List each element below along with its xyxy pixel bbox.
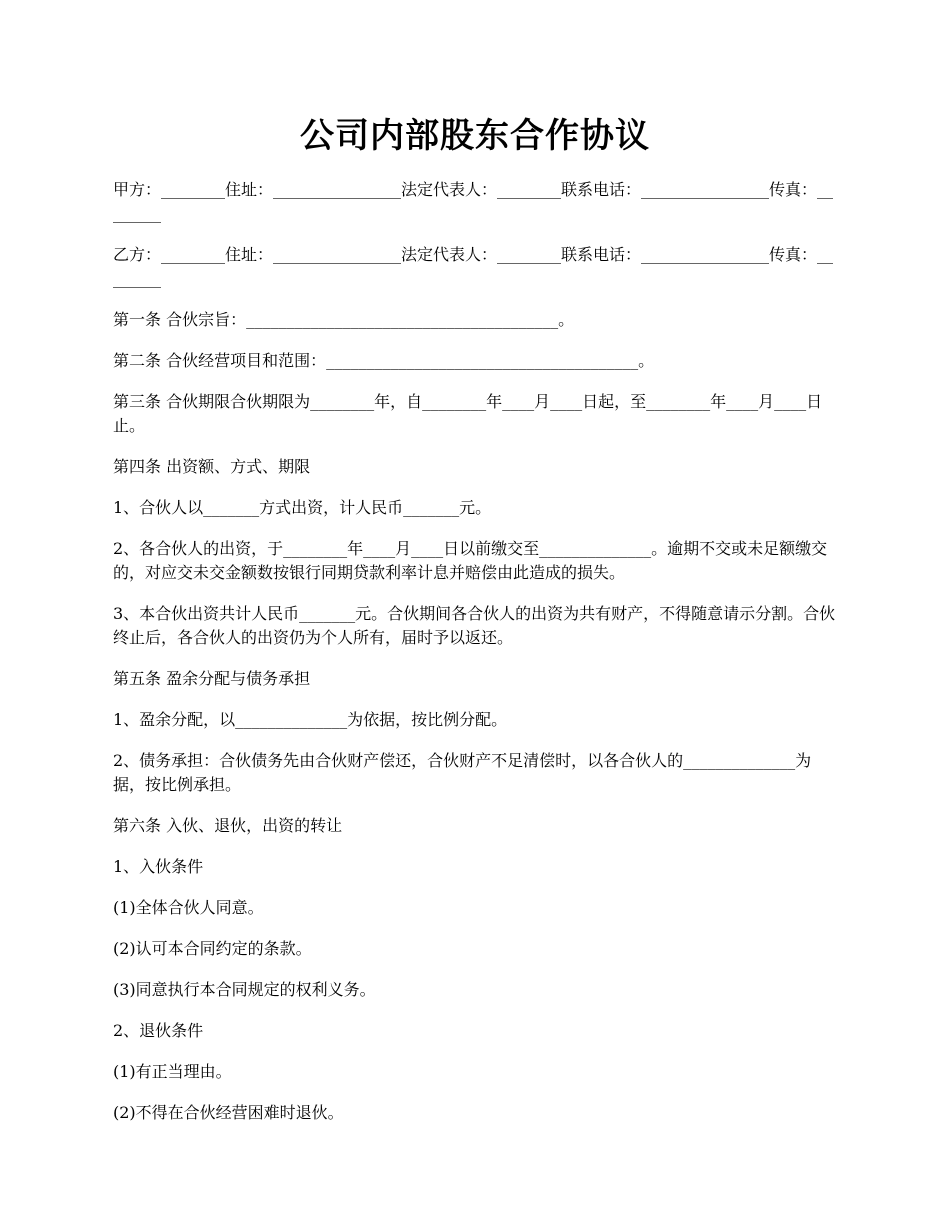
article-4-item-2: 2、各合伙人的出资，于________年____月____日以前缴交至______________。逾期不交或未足额缴交的，对应交未交金额数按银行同期贷款利率计息并赔偿由此造成的损失。 [113, 539, 828, 582]
document-body [113, 178, 839, 1142]
article-6-item-1-sub-3: (3)同意执行本合同规定的权利义务。 [113, 980, 376, 999]
article-5-item-1: 1、盈余分配，以______________为依据，按比例分配。 [113, 710, 508, 729]
article-6-item-1: 1、入伙条件 [113, 857, 204, 876]
article-3: 第三条 合伙期限合伙期限为________年，自________年____月____日起，至________年____月____日止。 [113, 392, 823, 435]
article-4-item-3: 3、本合伙出资共计人民币_______元。合伙期间各合伙人的出资为共有财产，不得随意请示分割。合伙终止后，各合伙人的出资仍为个人所有，届时予以返还。 [113, 604, 836, 647]
article-6-heading: 第六条 入伙、退伙，出资的转让 [113, 816, 343, 835]
party-a-info: 甲方：________住址：________________法定代表人：________联系电话：________________传真：________ [113, 180, 834, 223]
document-title: 公司内部股东合作协议 [300, 116, 650, 156]
article-6-item-2-sub-2: (2)不得在合伙经营困难时退伙。 [113, 1103, 344, 1122]
article-6-item-2: 2、退伙条件 [113, 1021, 204, 1040]
article-4-heading: 第四条 出资额、方式、期限 [113, 457, 311, 476]
article-6-item-1-sub-1: (1)全体合伙人同意。 [113, 898, 264, 917]
party-b-info: 乙方：________住址：________________法定代表人：________联系电话：________________传真：________ [113, 245, 834, 288]
article-1: 第一条 合伙宗旨：_______________________________________。 [113, 310, 575, 329]
article-6-item-1-sub-2: (2)认可本合同约定的条款。 [113, 939, 312, 958]
article-5-heading: 第五条 盈余分配与债务承担 [113, 669, 311, 688]
article-5-item-2: 2、债务承担：合伙债务先由合伙财产偿还，合伙财产不足清偿时，以各合伙人的______________为据，按比例承担。 [113, 751, 812, 794]
article-2: 第二条 合伙经营项目和范围：_______________________________________。 [113, 351, 655, 370]
article-4-item-1: 1、合伙人以_______方式出资，计人民币_______元。 [113, 498, 492, 517]
article-6-item-2-sub-1: (1)有正当理由。 [113, 1062, 232, 1081]
